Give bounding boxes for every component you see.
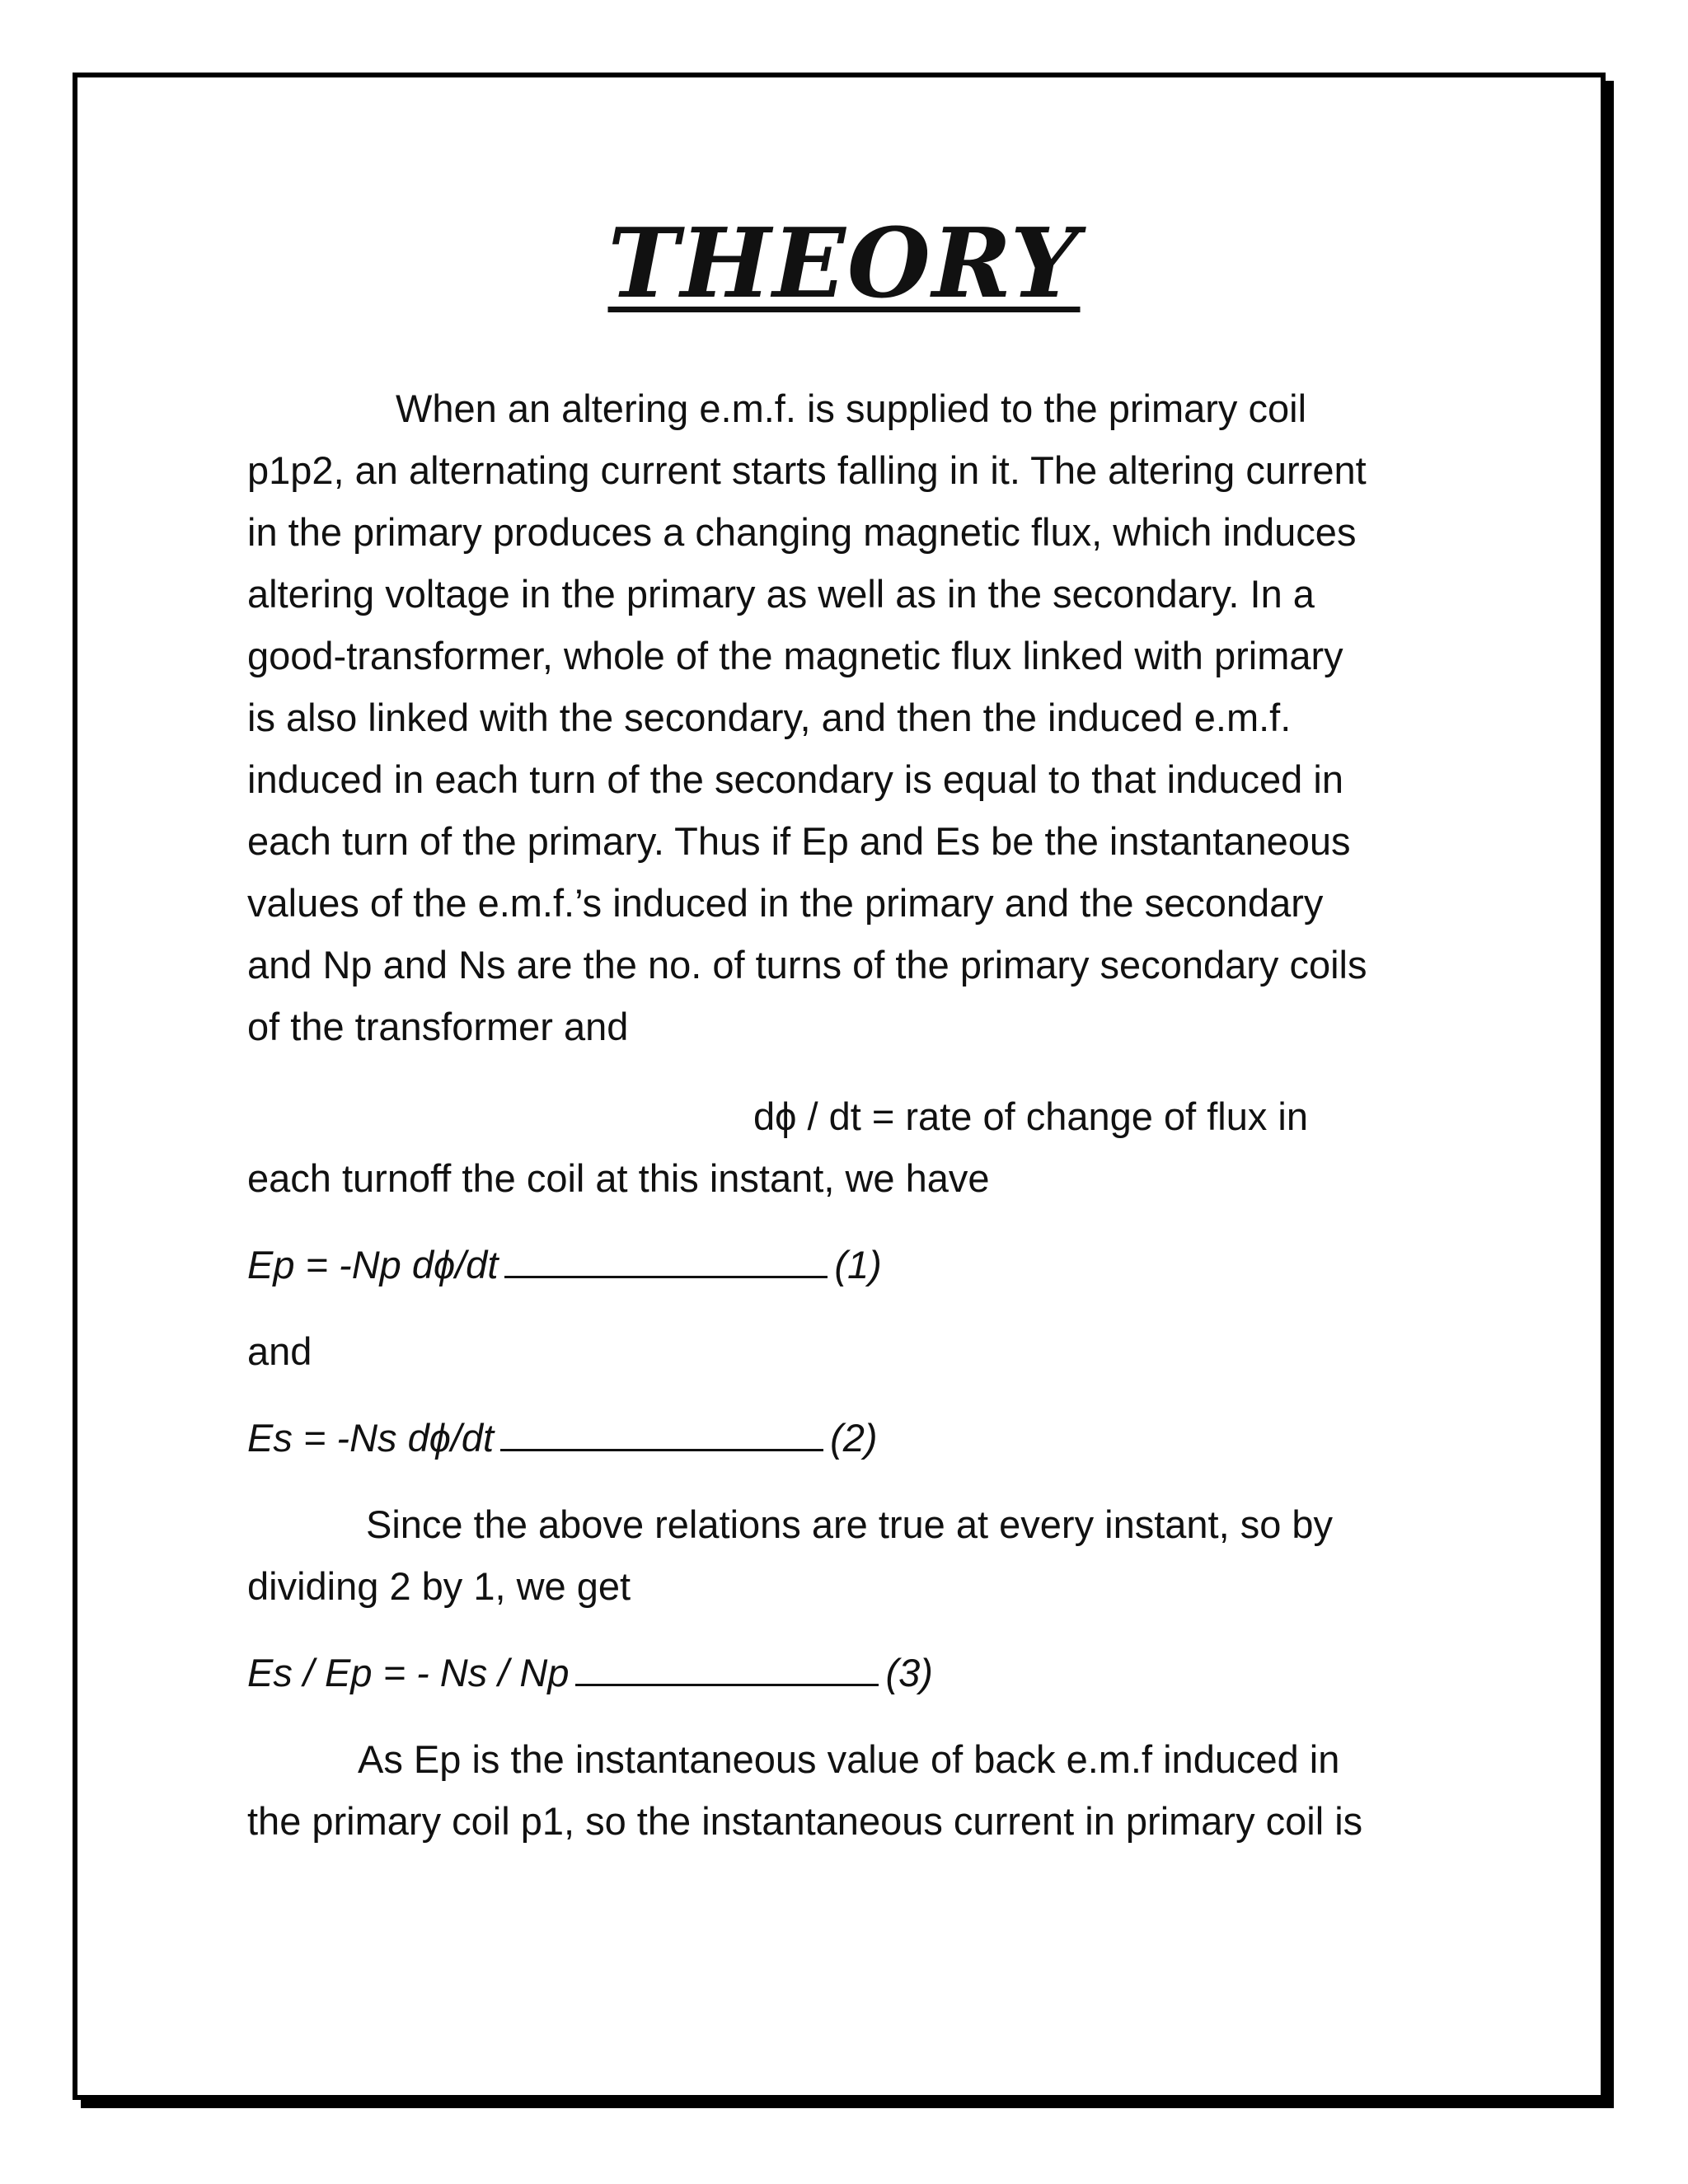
text-line: the primary coil p1, so the instantaneous current in primary coil is [247, 1799, 1363, 1843]
text-line: is also linked with the secondary, and then the induced e.m.f. [247, 696, 1292, 739]
equation-2-rule [500, 1418, 823, 1451]
text-line: Since the above relations are true at every instant, so by [366, 1502, 1334, 1546]
connector-text: and [247, 1329, 312, 1373]
equation-1-rule [504, 1244, 828, 1278]
text-line: dϕ / dt = rate of change of flux in [753, 1094, 1308, 1138]
text-line: each turnoff the coil at this instant, we have [247, 1156, 990, 1200]
page-title [0, 208, 1688, 320]
equation-3-expression: Es / Ep = - Ns / Np [247, 1651, 570, 1694]
text-line: p1p2, an alternating current starts falling in it. The altering current [247, 448, 1367, 492]
equation-1-expression: Ep = -Np dϕ/dt [247, 1243, 499, 1286]
text-line: induced in each turn of the secondary is equal to that induced in [247, 757, 1343, 801]
paragraph-flux-rate [247, 1085, 1451, 1209]
text-line: each turn of the primary. Thus if Ep and Es be the instantaneous [247, 819, 1351, 863]
text-line: of the transformer and [247, 1005, 629, 1048]
text-line: dividing 2 by 1, we get [247, 1564, 631, 1608]
text-line: As Ep is the instantaneous value of back e.m.f induced in [358, 1737, 1340, 1781]
equation-3 [247, 1642, 1451, 1704]
equation-2-number: (2) [830, 1416, 878, 1460]
text-line: in the primary produces a changing magnetic flux, which induces [247, 510, 1357, 554]
text-line: altering voltage in the primary as well as in the secondary. In a [247, 572, 1315, 616]
text-line: good-transformer, whole of the magnetic flux linked with primary [247, 634, 1343, 677]
paragraph-dividing [247, 1493, 1451, 1617]
equation-1 [247, 1234, 1451, 1296]
equation-1-number: (1) [834, 1243, 882, 1286]
document-body [247, 377, 1451, 1852]
text-line: values of the e.m.f.’s induced in the primary and the secondary [247, 881, 1324, 925]
equation-2-expression: Es = -Ns dϕ/dt [247, 1416, 495, 1460]
paragraph-back-emf [247, 1728, 1451, 1852]
equation-3-number: (3) [885, 1651, 933, 1694]
text-line: and Np and Ns are the no. of turns of the primary secondary coils [247, 943, 1367, 987]
title-text: THEORY [607, 208, 1081, 320]
paragraph-intro [247, 377, 1451, 1057]
text-line: When an altering e.m.f. is supplied to the primary coil [396, 387, 1307, 430]
equation-2 [247, 1407, 1451, 1469]
equation-3-rule [575, 1652, 879, 1686]
